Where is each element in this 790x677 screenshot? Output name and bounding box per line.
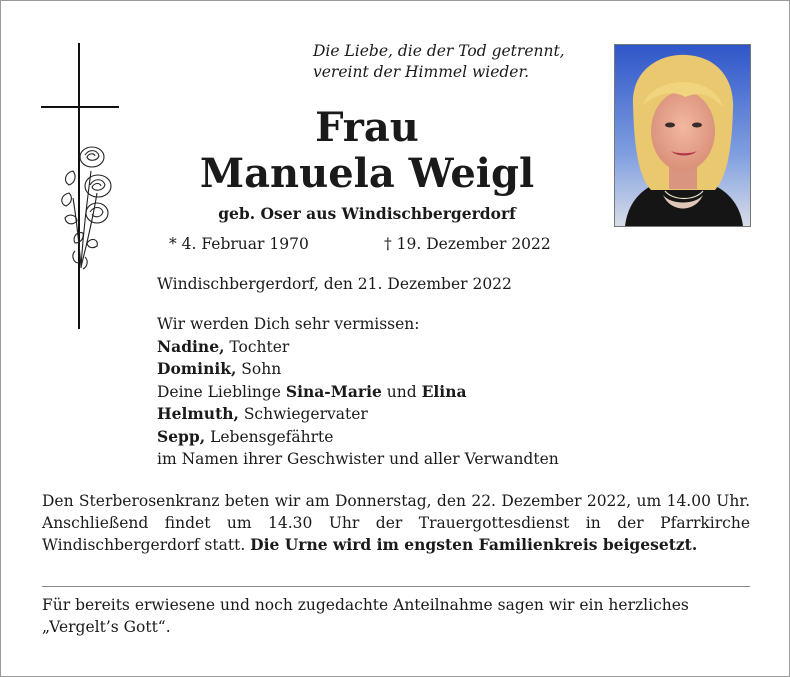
title-salutation: Frau bbox=[315, 104, 419, 151]
place-and-date: Windischbergerdorf, den 21. Dezember 2022 bbox=[157, 275, 512, 293]
mourners-intro: Wir werden Dich sehr vermissen: bbox=[157, 315, 420, 333]
list-item bbox=[157, 381, 657, 404]
deceased-name: Manuela Weigl bbox=[199, 150, 535, 197]
urn-burial-note: Die Urne wird im engsten Familienkreis beigesetzt. bbox=[250, 535, 698, 555]
thanks-line-2: „Vergelt’s Gott“. bbox=[42, 617, 171, 636]
quote-line-1: Die Liebe, die der Tod getrennt, bbox=[313, 42, 565, 60]
list-item bbox=[157, 426, 657, 449]
mourner-conjunction: und bbox=[381, 382, 422, 401]
quote-line-2: vereint der Himmel wieder. bbox=[313, 63, 530, 81]
death-date: † 19. Dezember 2022 bbox=[384, 235, 551, 253]
mourner-relation: Schwiegervater bbox=[238, 405, 368, 424]
mourner-name: Sepp, bbox=[157, 426, 206, 446]
maiden-name-origin: geb. Oser aus Windischbergerdorf bbox=[218, 204, 516, 223]
mourner-name: Elina bbox=[421, 381, 467, 401]
mourner-relation: Sohn bbox=[236, 360, 282, 379]
list-item: im Namen ihrer Geschwister und aller Verwandten bbox=[157, 449, 559, 468]
portrait-photo bbox=[614, 44, 751, 227]
list-item bbox=[157, 336, 657, 359]
mourner-relation: Lebensgefährte bbox=[205, 427, 334, 446]
mourner-name: Helmuth, bbox=[157, 404, 239, 424]
divider bbox=[42, 586, 750, 587]
birth-date: * 4. Februar 1970 bbox=[169, 235, 309, 253]
mourner-name: Nadine, bbox=[157, 336, 225, 356]
thanks-paragraph bbox=[42, 595, 754, 638]
service-paragraph bbox=[42, 491, 750, 557]
mourner-name: Dominik, bbox=[157, 359, 237, 379]
thanks-line-1: Für bereits erwiesene und noch zugedachte Anteilnahme sagen wir ein herzliches bbox=[42, 596, 689, 614]
list-item bbox=[157, 358, 657, 381]
mourners-list bbox=[157, 314, 657, 470]
mourner-name: Sina-Marie bbox=[285, 381, 382, 401]
mourner-relation: Tochter bbox=[224, 337, 290, 356]
mourner-prefix: Deine Lieblinge bbox=[157, 382, 286, 401]
cross-with-roses-icon bbox=[39, 43, 121, 333]
memorial-quote bbox=[313, 41, 603, 83]
list-item bbox=[157, 403, 657, 426]
service-text: Den Sterberosenkranz beten wir am Donnerstag, den 22. Dezember 2022, um 14.00 Uhr. Anschließend findet um 14.30 Uhr der Trauergottesdienst in der Pfarrkirche Windischbergerdorf statt. bbox=[42, 492, 750, 555]
